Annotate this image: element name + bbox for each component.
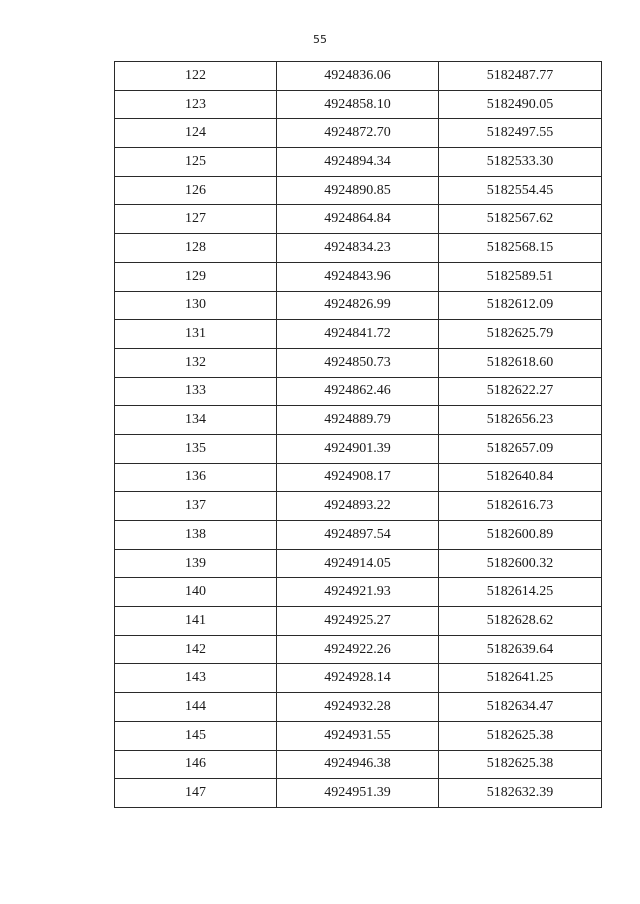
table-row [115,463,602,492]
point-number-cell: 131 [115,320,277,349]
y-coordinate-cell: 5182634.47 [439,693,602,722]
y-coordinate-cell: 5182490.05 [439,90,602,119]
x-coordinate-cell: 4924826.99 [277,291,439,320]
x-coordinate-cell: 4924946.38 [277,750,439,779]
table-row [115,607,602,636]
point-number-cell: 142 [115,635,277,664]
table-row [115,119,602,148]
x-coordinate-cell: 4924889.79 [277,406,439,435]
x-coordinate-cell: 4924850.73 [277,348,439,377]
coordinates-table-body [115,62,602,808]
y-coordinate-cell: 5182567.62 [439,205,602,234]
point-number-cell: 144 [115,693,277,722]
x-coordinate-cell: 4924894.34 [277,148,439,177]
point-number-cell: 126 [115,176,277,205]
table-row [115,406,602,435]
y-coordinate-cell: 5182487.77 [439,62,602,91]
point-number-cell: 124 [115,119,277,148]
table-row [115,176,602,205]
point-number-cell: 146 [115,750,277,779]
table-row [115,492,602,521]
y-coordinate-cell: 5182612.09 [439,291,602,320]
x-coordinate-cell: 4924921.93 [277,578,439,607]
point-number-cell: 128 [115,234,277,263]
y-coordinate-cell: 5182657.09 [439,434,602,463]
y-coordinate-cell: 5182497.55 [439,119,602,148]
table-row [115,664,602,693]
page-number: 55 [313,33,327,46]
x-coordinate-cell: 4924836.06 [277,62,439,91]
x-coordinate-cell: 4924897.54 [277,521,439,550]
point-number-cell: 130 [115,291,277,320]
table-row [115,205,602,234]
point-number-cell: 139 [115,549,277,578]
point-number-cell: 135 [115,434,277,463]
x-coordinate-cell: 4924893.22 [277,492,439,521]
point-number-cell: 147 [115,779,277,808]
table-row [115,779,602,808]
point-number-cell: 136 [115,463,277,492]
coordinates-table [114,61,602,808]
y-coordinate-cell: 5182600.32 [439,549,602,578]
x-coordinate-cell: 4924834.23 [277,234,439,263]
y-coordinate-cell: 5182533.30 [439,148,602,177]
x-coordinate-cell: 4924843.96 [277,262,439,291]
y-coordinate-cell: 5182616.73 [439,492,602,521]
y-coordinate-cell: 5182625.79 [439,320,602,349]
y-coordinate-cell: 5182622.27 [439,377,602,406]
table-row [115,348,602,377]
y-coordinate-cell: 5182656.23 [439,406,602,435]
y-coordinate-cell: 5182554.45 [439,176,602,205]
x-coordinate-cell: 4924862.46 [277,377,439,406]
point-number-cell: 145 [115,721,277,750]
y-coordinate-cell: 5182625.38 [439,750,602,779]
x-coordinate-cell: 4924841.72 [277,320,439,349]
table-row [115,234,602,263]
point-number-cell: 122 [115,62,277,91]
x-coordinate-cell: 4924931.55 [277,721,439,750]
table-row [115,434,602,463]
y-coordinate-cell: 5182568.15 [439,234,602,263]
x-coordinate-cell: 4924925.27 [277,607,439,636]
y-coordinate-cell: 5182628.62 [439,607,602,636]
x-coordinate-cell: 4924914.05 [277,549,439,578]
y-coordinate-cell: 5182641.25 [439,664,602,693]
table-row [115,262,602,291]
point-number-cell: 133 [115,377,277,406]
point-number-cell: 141 [115,607,277,636]
point-number-cell: 138 [115,521,277,550]
y-coordinate-cell: 5182640.84 [439,463,602,492]
x-coordinate-cell: 4924858.10 [277,90,439,119]
point-number-cell: 129 [115,262,277,291]
y-coordinate-cell: 5182589.51 [439,262,602,291]
point-number-cell: 127 [115,205,277,234]
x-coordinate-cell: 4924872.70 [277,119,439,148]
y-coordinate-cell: 5182618.60 [439,348,602,377]
table-row [115,693,602,722]
table-row [115,320,602,349]
table-row [115,377,602,406]
y-coordinate-cell: 5182632.39 [439,779,602,808]
point-number-cell: 125 [115,148,277,177]
table-row [115,750,602,779]
point-number-cell: 132 [115,348,277,377]
table-row [115,291,602,320]
x-coordinate-cell: 4924951.39 [277,779,439,808]
table-row [115,721,602,750]
table-row [115,148,602,177]
table-row [115,62,602,91]
x-coordinate-cell: 4924922.26 [277,635,439,664]
table-row [115,635,602,664]
x-coordinate-cell: 4924901.39 [277,434,439,463]
point-number-cell: 143 [115,664,277,693]
table-row [115,549,602,578]
point-number-cell: 140 [115,578,277,607]
table-row [115,90,602,119]
point-number-cell: 123 [115,90,277,119]
y-coordinate-cell: 5182600.89 [439,521,602,550]
x-coordinate-cell: 4924928.14 [277,664,439,693]
table-row [115,521,602,550]
y-coordinate-cell: 5182625.38 [439,721,602,750]
y-coordinate-cell: 5182614.25 [439,578,602,607]
x-coordinate-cell: 4924908.17 [277,463,439,492]
x-coordinate-cell: 4924864.84 [277,205,439,234]
point-number-cell: 134 [115,406,277,435]
x-coordinate-cell: 4924932.28 [277,693,439,722]
x-coordinate-cell: 4924890.85 [277,176,439,205]
point-number-cell: 137 [115,492,277,521]
y-coordinate-cell: 5182639.64 [439,635,602,664]
table-row [115,578,602,607]
